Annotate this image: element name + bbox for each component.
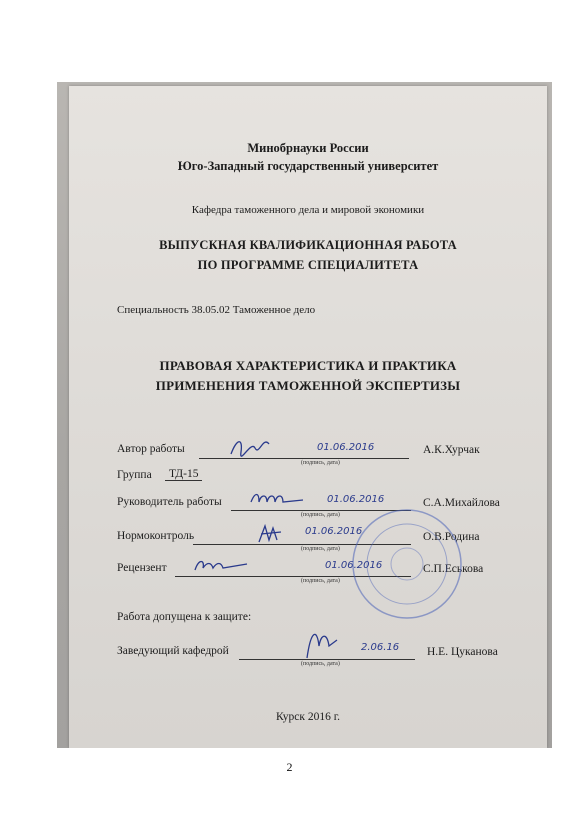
department-name: Кафедра таможенного дела и мировой экономики bbox=[191, 204, 425, 216]
normcontrol-label: Нормоконтроль bbox=[117, 530, 195, 542]
document-photo bbox=[57, 82, 552, 748]
admission-note: Работа допущена к защите: bbox=[117, 611, 252, 623]
reviewer-label: Рецензент bbox=[117, 562, 167, 574]
ministry-name: Минобрнауки России bbox=[247, 141, 369, 155]
supervisor-date: 01.06.2016 bbox=[327, 494, 385, 505]
reviewer-name: С.П.Еськова bbox=[423, 563, 484, 575]
normcontrol-signature bbox=[255, 522, 285, 546]
supervisor-signature bbox=[249, 488, 305, 510]
reviewer-signature bbox=[193, 556, 249, 576]
signature-hint: (подпись, дата) bbox=[301, 578, 340, 584]
normcontrol-date: 01.06.2016 bbox=[305, 526, 363, 537]
head-label: Заведующий кафедрой bbox=[117, 645, 229, 657]
head-signature bbox=[301, 626, 341, 662]
head-name: Н.Е. Цуканова bbox=[427, 646, 498, 658]
signature-hint: (подпись, дата) bbox=[301, 512, 340, 518]
signature-hint: (подпись, дата) bbox=[301, 460, 340, 466]
supervisor-label: Руководитель работы bbox=[117, 496, 222, 508]
author-signature bbox=[229, 434, 273, 460]
work-type-line1: ВЫПУСКНАЯ КВАЛИФИКАЦИОННАЯ РАБОТА bbox=[159, 238, 457, 252]
reviewer-date: 01.06.2016 bbox=[325, 560, 383, 571]
signature-hint: (подпись, дата) bbox=[301, 546, 340, 552]
thesis-title-line1: ПРАВОВАЯ ХАРАКТЕРИСТИКА И ПРАКТИКА bbox=[159, 358, 457, 373]
page-number: 2 bbox=[286, 760, 293, 774]
author-name: А.К.Хурчак bbox=[423, 444, 480, 456]
department-stamp bbox=[347, 504, 467, 624]
supervisor-name: С.А.Михайлова bbox=[423, 497, 500, 509]
specialty: Специальность 38.05.02 Таможенное дело bbox=[117, 304, 316, 316]
city-year: Курск 2016 г. bbox=[275, 711, 341, 723]
title-page bbox=[69, 86, 547, 748]
author-label: Автор работы bbox=[117, 443, 185, 455]
thesis-title-line2: ПРИМЕНЕНИЯ ТАМОЖЕННОЙ ЭКСПЕРТИЗЫ bbox=[155, 378, 461, 393]
normcontrol-name: О.В.Родина bbox=[423, 531, 480, 543]
signature-hint: (подпись, дата) bbox=[301, 661, 340, 667]
work-type-line2: ПО ПРОГРАММЕ СПЕЦИАЛИТЕТА bbox=[197, 258, 419, 272]
university-name: Юго-Западный государственный университет bbox=[177, 159, 439, 173]
head-date: 2.06.16 bbox=[361, 642, 400, 653]
group-value: ТД-15 bbox=[165, 468, 202, 481]
author-date: 01.06.2016 bbox=[317, 442, 375, 453]
group-label: Группа bbox=[117, 469, 152, 481]
